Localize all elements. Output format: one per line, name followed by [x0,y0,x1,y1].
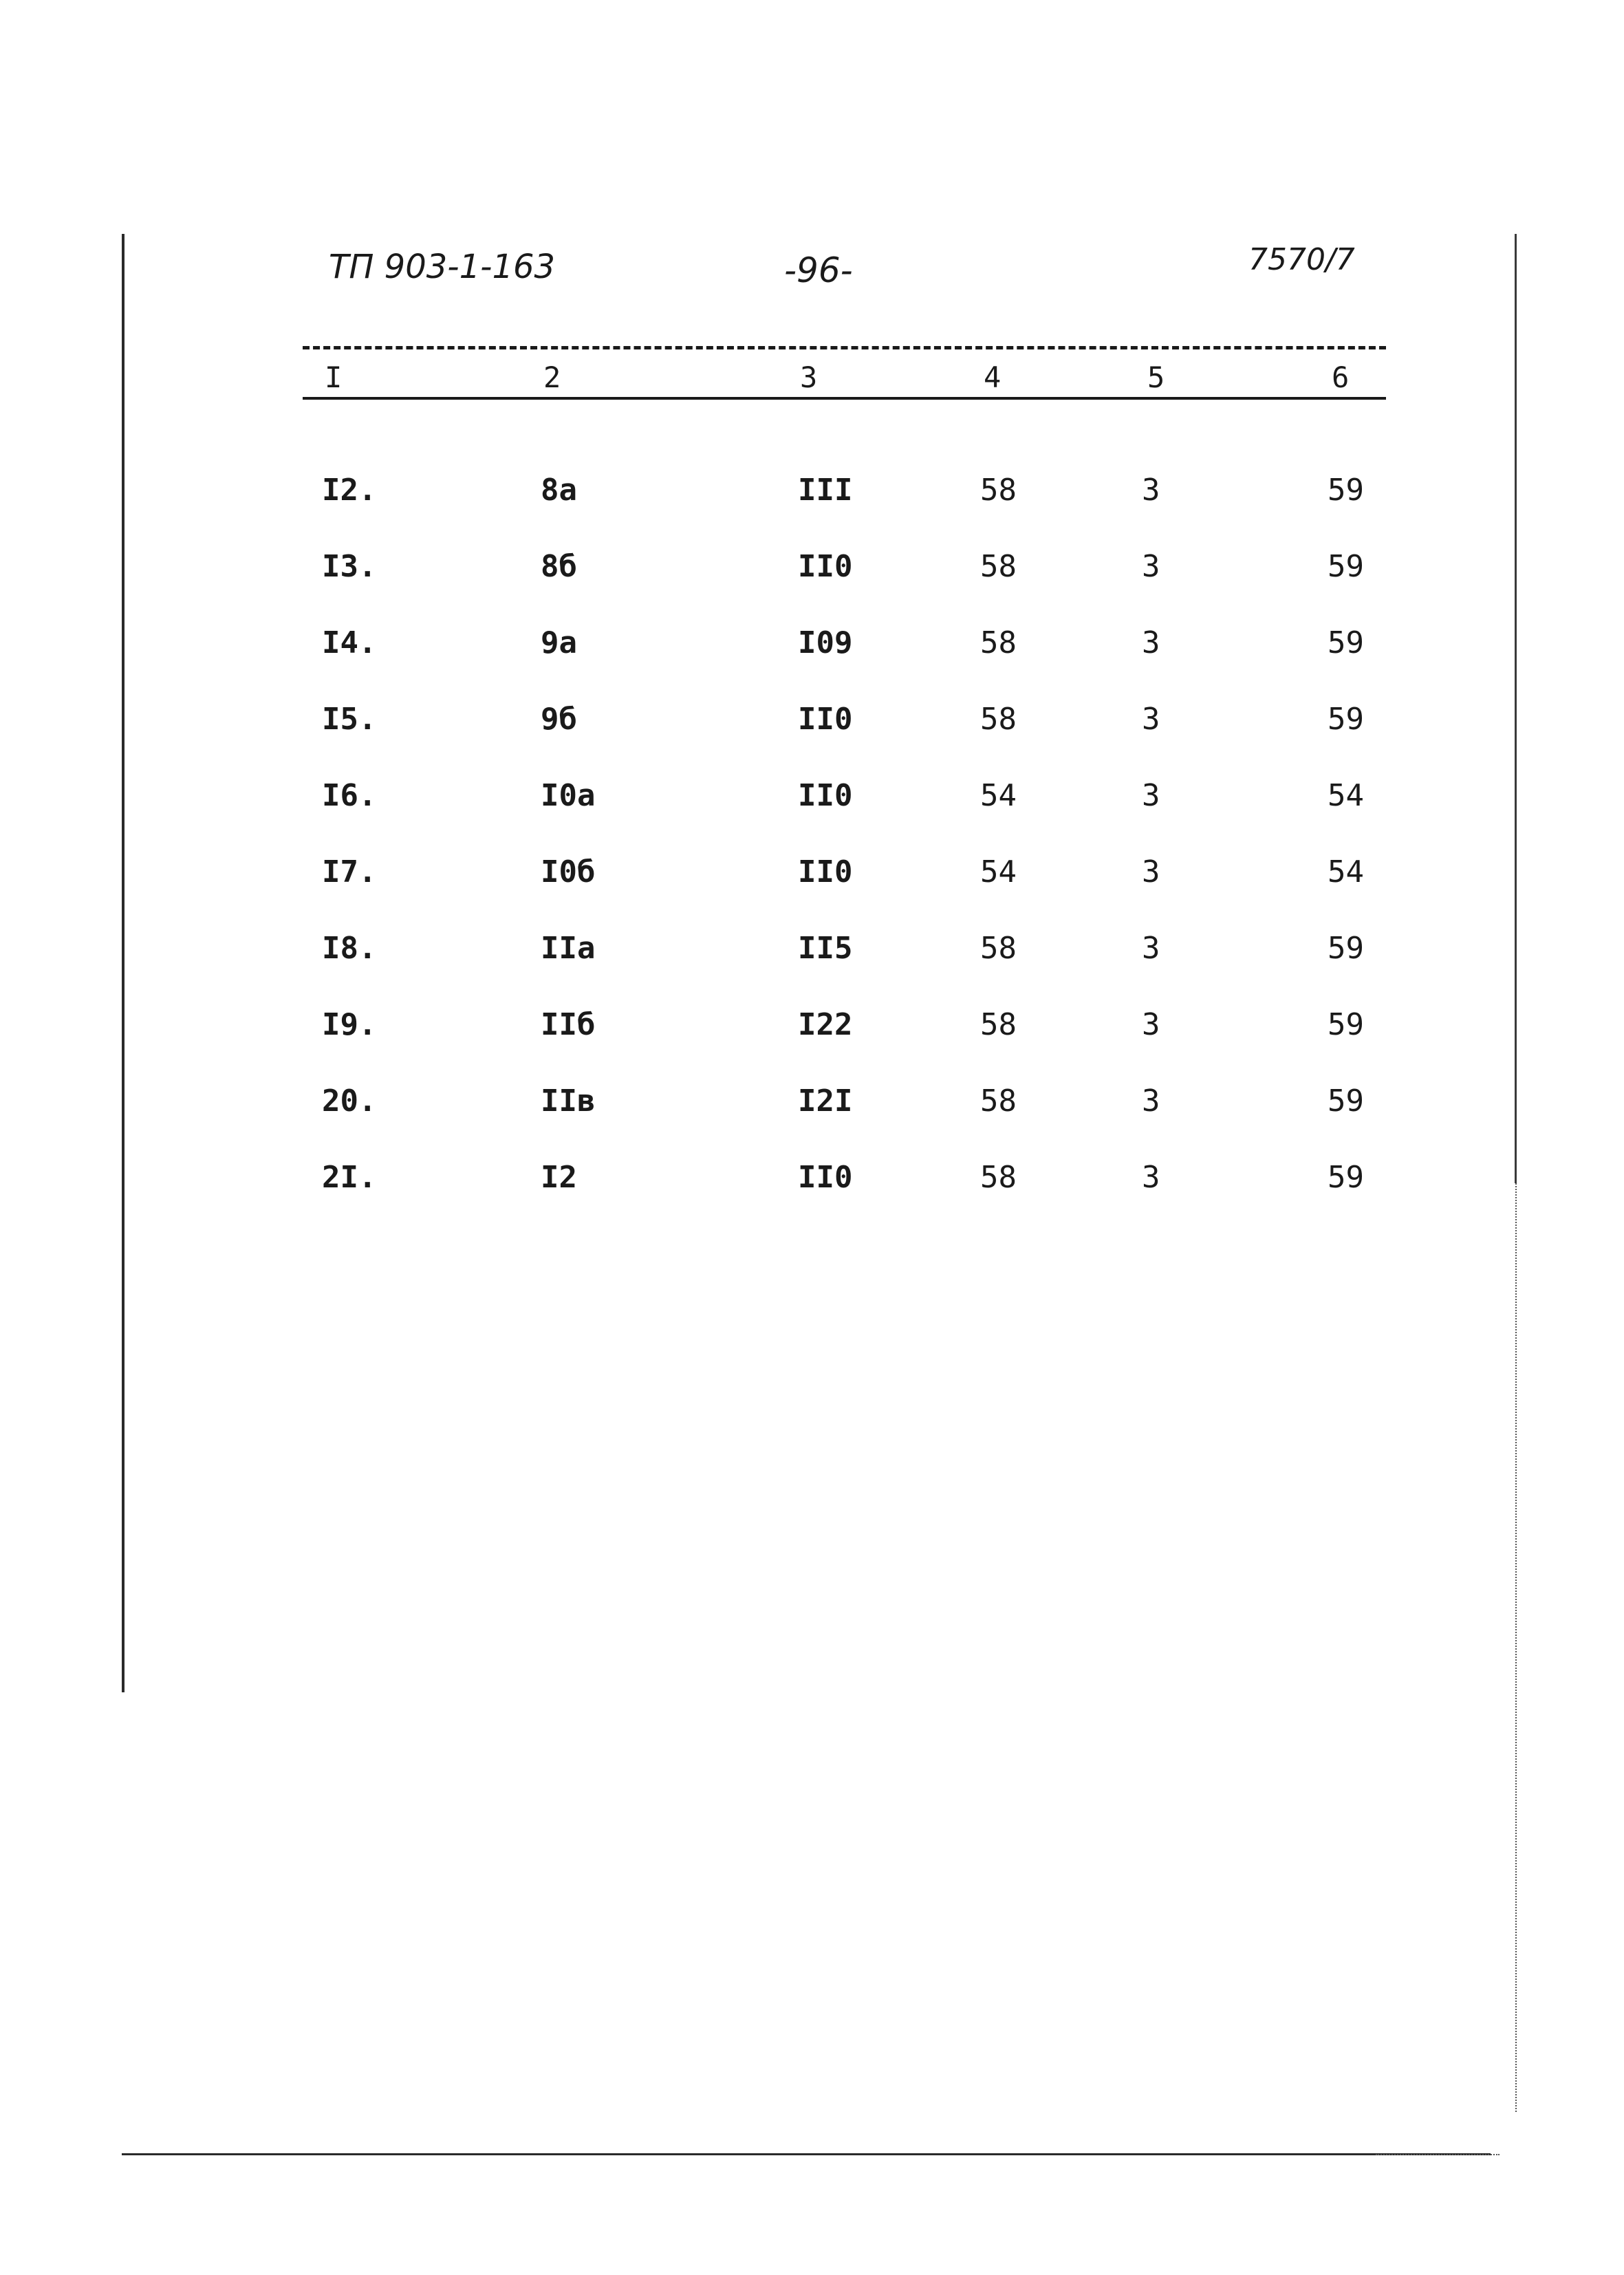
document-code: ТП 903-1-163 [329,248,556,286]
table-cell: I09 [798,625,853,660]
column-header-2: 2 [543,360,561,394]
left-margin-line [122,234,124,1692]
column-header-1: I [325,360,343,394]
column-header-3: 3 [800,360,818,394]
table-cell: II0 [798,702,853,737]
table-cell: 59 [1328,625,1364,660]
table-cell: II0 [798,778,853,813]
table-cell: IIв [541,1083,596,1119]
right-margin-line [1515,234,1517,1183]
row-number-cell: 2I. [322,1160,377,1195]
row-number-cell: I5. [322,702,377,737]
table-cell: 58 [980,1160,1017,1195]
table-cell: 8б [541,549,577,584]
table-cell: 3 [1142,625,1160,660]
table-cell: 9б [541,702,577,737]
row-number-cell: I7. [322,854,377,889]
table-cell: 3 [1142,854,1160,889]
table-cell: 3 [1142,931,1160,966]
table-cell: 3 [1142,702,1160,737]
table-cell: 3 [1142,1083,1160,1119]
table-cell: 3 [1142,1160,1160,1195]
archive-code: 7570/7 [1248,242,1355,277]
table-cell: 54 [980,778,1017,813]
column-header-5: 5 [1147,360,1165,394]
table-cell: 58 [980,931,1017,966]
table-cell: I0б [541,854,596,889]
bottom-rule-dotted [1376,2154,1500,2155]
table-cell: 58 [980,702,1017,737]
table-cell: 3 [1142,473,1160,508]
table-cell: II0 [798,854,853,889]
row-number-cell: I2. [322,473,377,508]
table-cell: II0 [798,1160,853,1195]
table-cell: 58 [980,625,1017,660]
bottom-rule [122,2153,1491,2155]
table-top-dashed-rule [303,346,1386,349]
table-cell: III [798,473,853,508]
table-cell: 54 [980,854,1017,889]
table-cell: 54 [1328,778,1364,813]
table-cell: 8а [541,473,577,508]
table-cell: 58 [980,1007,1017,1042]
row-number-cell: I3. [322,549,377,584]
right-margin-dotted-line [1515,1183,1517,2112]
table-cell: 3 [1142,778,1160,813]
table-cell: 59 [1328,1160,1364,1195]
table-cell: I2 [541,1160,577,1195]
table-cell: II5 [798,931,853,966]
table-cell: 9а [541,625,577,660]
table-cell: 58 [980,473,1017,508]
table-cell: 54 [1328,854,1364,889]
table-cell: 59 [1328,702,1364,737]
row-number-cell: I4. [322,625,377,660]
table-cell: 59 [1328,1007,1364,1042]
row-number-cell: I9. [322,1007,377,1042]
table-cell: IIб [541,1007,596,1042]
table-cell: I2I [798,1083,853,1119]
table-cell: 59 [1328,549,1364,584]
table-cell: II0 [798,549,853,584]
page-number: -96- [784,250,853,290]
table-cell: 58 [980,1083,1017,1119]
table-cell: I0а [541,778,596,813]
column-header-4: 4 [984,360,1002,394]
column-header-6: 6 [1332,360,1350,394]
table-cell: 59 [1328,473,1364,508]
table-cell: I22 [798,1007,853,1042]
table-cell: 3 [1142,549,1160,584]
row-number-cell: I8. [322,931,377,966]
table-cell: 59 [1328,1083,1364,1119]
table-cell: IIа [541,931,596,966]
table-cell: 3 [1142,1007,1160,1042]
table-cell: 58 [980,549,1017,584]
row-number-cell: 20. [322,1083,377,1119]
table-header-rule [303,397,1386,400]
row-number-cell: I6. [322,778,377,813]
table-cell: 59 [1328,931,1364,966]
